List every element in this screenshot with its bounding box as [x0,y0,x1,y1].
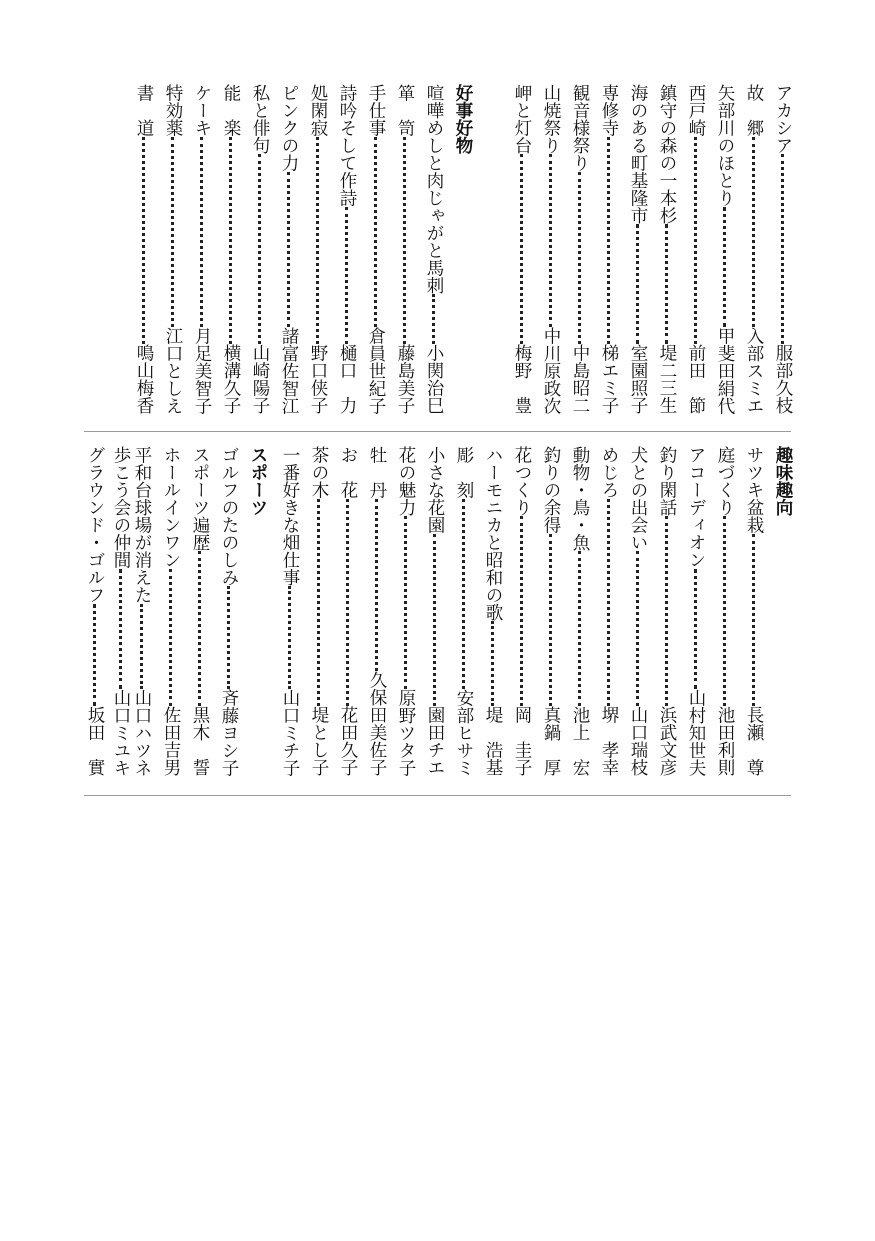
entry-author: 山村知世夫 [686,688,706,776]
dot-leader [119,569,122,689]
entry-title: 矢部川のほとり [715,84,735,207]
entry-author: 小関治巳 [424,344,444,414]
toc-entry [422,446,448,776]
dot-leader [752,534,755,707]
toc-entry [741,446,767,776]
section-heading [770,446,796,776]
toc-entry [480,446,506,776]
entry-author: 藤島美子 [395,344,415,414]
entry-author: 横溝久子 [221,344,241,414]
entry-author: 堤 浩基 [483,706,503,776]
entry-title: ケーキ [192,84,212,137]
toc-entry [82,446,108,776]
entry-author: 中川原政次 [541,326,561,414]
dot-leader [403,137,406,345]
entry-title: 犬との出会い [628,446,648,551]
entry-author: 堤とし子 [309,706,329,776]
entry-title: 箪 笥 [395,84,415,137]
toc-entry [625,446,651,776]
dot-leader [317,499,320,707]
entry-title: ホールインワン [161,446,181,569]
entry-title: 小さな花園 [425,446,445,534]
toc-entry [770,84,796,414]
toc-entry [654,446,680,776]
entry-title: スポーツ遍歴 [190,446,210,551]
toc-entry [741,84,767,414]
entry-author: 鳴山梅香 [134,344,154,414]
toc-entry [247,84,273,414]
entry-title: 山焼祭り [541,84,561,154]
entry-author: 浜武文彦 [657,706,677,776]
entry-author: 黒木 誓 [190,706,210,776]
entry-title: 詩吟そして作詩 [337,84,357,207]
dot-leader [636,224,639,344]
dot-leader [549,154,552,327]
dot-leader [374,137,377,327]
toc-entry [306,446,332,776]
entry-author: 安部ヒサミ [454,688,474,776]
entry-author: 山口瑞枝 [628,706,648,776]
entry-author: 池田利則 [715,706,735,776]
entry-title: 彫 刻 [454,446,474,499]
entry-title: めじろ [599,446,619,499]
dot-leader [694,569,697,689]
toc-entry [108,446,134,776]
entry-title: 花の魅力 [396,446,416,516]
entry-title: 一番好きな畑仕事 [280,446,300,586]
dot-leader [93,604,96,707]
dot-leader [142,137,145,345]
toc-entry [683,84,709,414]
dot-leader [200,137,203,327]
toc-entry [509,446,535,776]
dot-leader [198,551,201,706]
entry-author: 樋口 力 [337,344,357,414]
entry-author: 堤二三生 [657,344,677,414]
toc-entry [364,446,390,776]
entry-title: 動物・鳥・魚 [570,446,590,551]
entry-author: 月足美智子 [192,326,212,414]
entry-author: 久保田美佐子 [367,671,387,776]
dot-leader [723,207,726,327]
entry-author: 長瀬 尊 [744,706,764,776]
entry-author: 斉藤ヨシ子 [219,688,239,776]
entry-author: 真鍋 厚 [541,706,561,776]
divider-line [84,795,791,796]
entry-author: 梯エミ子 [599,344,619,414]
toc-entry [187,446,213,776]
entry-author: 原野ツタ子 [396,688,416,776]
entry-author: 江口としえ [163,326,183,414]
entry-title: 釣りの余得 [541,446,561,534]
entry-author: 山口ミチ子 [280,688,300,776]
dot-leader [288,586,291,689]
toc-entry [189,84,215,414]
dot-leader [346,499,349,707]
toc-entry [131,84,157,414]
dot-leader [723,516,726,706]
dot-leader [462,499,465,689]
entry-author: 花田久子 [338,706,358,776]
dot-leader [169,569,172,707]
entry-title: 庭づくり [715,446,735,516]
entry-author: 山口ミユキ [111,688,131,776]
entry-author: 倉員世紀子 [366,326,386,414]
entry-title: ピンクの力 [279,84,299,172]
entry-title: 茶の木 [309,446,329,499]
toc-entry [712,84,738,414]
dot-leader [694,137,697,345]
dot-leader [227,586,230,689]
toc-entry [277,446,303,776]
entry-title: 海のある町基隆市 [628,84,648,224]
entry-title: 処閑寂 [308,84,328,137]
entry-author: 野口侠子 [308,344,328,414]
dot-leader [578,172,581,345]
dot-leader [432,294,435,344]
dot-leader [578,551,581,706]
toc-entry [567,446,593,776]
dot-leader [781,154,784,344]
entry-author: 園田チエ [425,706,445,776]
toc-entry [305,84,331,414]
entry-title: 書 道 [134,84,154,137]
entry-title: 喧嘩めしと肉じゃがと馬刺 [424,84,444,294]
toc-entry [451,446,477,776]
heading-text: 趣味趣向 [773,446,793,516]
entry-title: サツキ盆栽 [744,446,764,534]
entry-author: 梅野 豊 [512,344,532,414]
entry-title: 花つくり [512,446,532,516]
heading-text: 好事好物 [453,84,473,154]
toc-entry [392,84,418,414]
entry-author: 入部スミエ [744,326,764,414]
entry-author: 坂田 實 [85,706,105,776]
toc-entry [509,84,535,414]
entry-title: 鎮守の森の一本杉 [657,84,677,224]
entry-author: 山口ハツネ [132,688,152,776]
entry-title: アコーディオン [686,446,706,569]
dot-leader [258,154,261,344]
dot-leader [345,207,348,345]
toc-entry [625,84,651,414]
section-heading [450,84,476,414]
entry-author: 池上 宏 [570,706,590,776]
toc-section-bottom [0,446,875,786]
entry-author: 中島昭二 [570,344,590,414]
toc-entry [712,446,738,776]
toc-entry [158,446,184,776]
entry-title: 歩こう会の仲間 [111,446,131,569]
dot-leader [404,516,407,689]
toc-entry [160,84,186,414]
toc-entry [218,84,244,414]
dot-leader [665,224,668,344]
heading-text: スポーツ [248,446,268,516]
dot-leader [287,172,290,327]
toc-entry [334,84,360,414]
dot-leader [665,516,668,706]
toc-entry [276,84,302,414]
toc-entry [567,84,593,414]
dot-leader [549,534,552,707]
dot-leader [520,516,523,706]
toc-entry [421,84,447,414]
divider-line [84,431,791,432]
toc-entry [216,446,242,776]
entry-title: 観音様祭り [570,84,590,172]
toc-entry [363,84,389,414]
entry-title: 手仕事 [366,84,386,137]
entry-title: 専修寺 [599,84,619,137]
dot-leader [375,499,378,672]
dot-leader [607,499,610,707]
entry-title: 故 郷 [744,84,764,137]
toc-entry [654,84,680,414]
dot-leader [140,604,143,689]
dot-leader [229,137,232,345]
entry-author: 岡 圭子 [512,706,532,776]
entry-author: 室園照子 [628,344,648,414]
entry-author: 堺 孝幸 [599,706,619,776]
dot-leader [752,137,755,327]
toc-entry [538,446,564,776]
entry-title: 西戸崎 [686,84,706,137]
toc-entry [596,84,622,414]
dot-leader [433,534,436,707]
entry-title: 特効薬 [163,84,183,137]
entry-title: ゴルフのたのしみ [219,446,239,586]
entry-title: 岬と灯台 [512,84,532,154]
entry-title: お 花 [338,446,358,499]
toc-section-top [0,84,875,424]
dot-leader [636,551,639,706]
entry-title: 平和台球場が消えた [132,446,152,604]
toc-entry [335,446,361,776]
entry-author: 諸富佐智江 [279,326,299,414]
entry-title: アカシア [773,84,793,154]
dot-leader [171,137,174,327]
entry-author: 山崎陽子 [250,344,270,414]
entry-author: 佐田吉男 [161,706,181,776]
entry-title: 能 楽 [221,84,241,137]
dot-leader [520,154,523,344]
entry-title: 牡 丹 [367,446,387,499]
section-heading [245,446,271,776]
entry-title: グラウンド・ゴルフ [85,446,105,604]
dot-leader [607,137,610,345]
entry-author: 前田 節 [686,344,706,414]
entry-author: 服部久枝 [773,344,793,414]
dot-leader [316,137,319,345]
toc-entry [683,446,709,776]
entry-title: ハーモニカと昭和の歌 [483,446,503,621]
toc-entry [393,446,419,776]
toc-entry [596,446,622,776]
entry-author: 甲斐田絹代 [715,326,735,414]
entry-title: 私と俳句 [250,84,270,154]
toc-entry [538,84,564,414]
entry-title: 釣り閑話 [657,446,677,516]
dot-leader [491,621,494,706]
